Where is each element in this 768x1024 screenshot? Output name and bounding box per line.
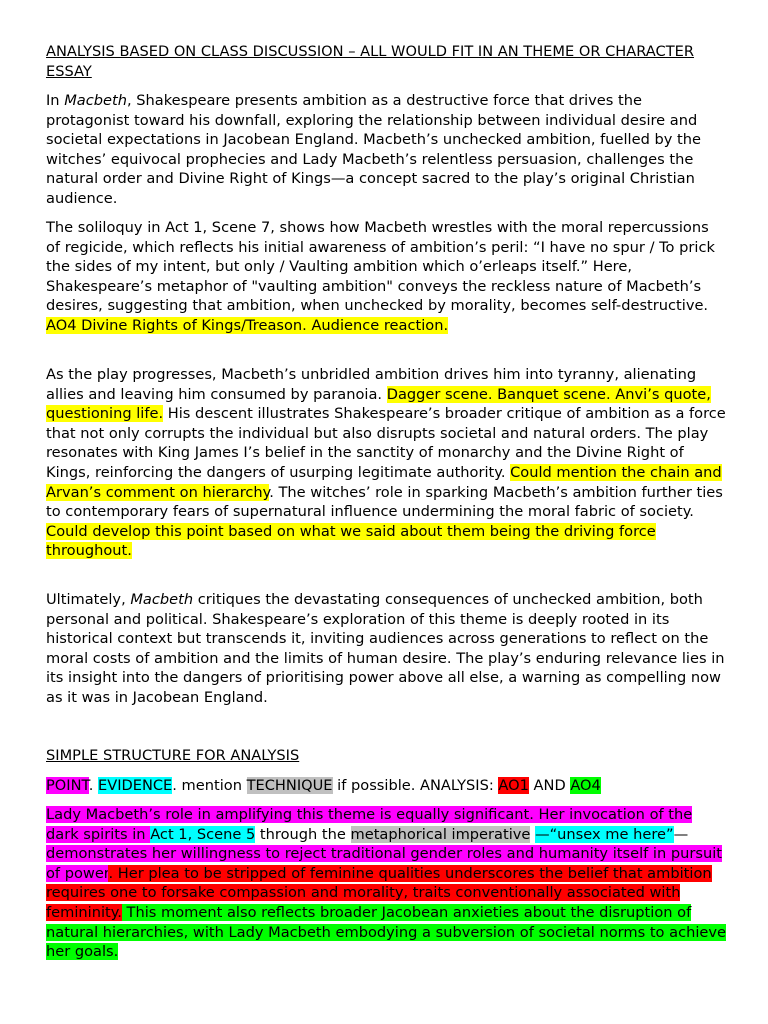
heading-analysis: ANALYSIS BASED ON CLASS DISCUSSION – ALL WOULD FIT IN AN THEME OR CHARACTER ESSAY xyxy=(46,43,695,80)
legend-ao1: AO1 xyxy=(498,777,529,794)
legend-evidence: EVIDENCE xyxy=(97,777,173,794)
example-technique: metaphorical imperative xyxy=(350,825,531,843)
highlight-note: AO4 Divine Rights of Kings/Treason. Audience reaction. xyxy=(46,316,449,334)
text-run: . xyxy=(88,777,98,794)
paragraph-intro xyxy=(46,91,726,209)
text-run: Ultimately, xyxy=(46,591,131,608)
example-point: Lady Macbeth’s role in amplifying this theme is equally significant. Her invocation of the dark spirits in xyxy=(46,806,693,843)
text-run: . The witches’ role in sparking Macbeth’s ambition further ties to contemporary fears of supernatural influence undermining the moral fabric of society. xyxy=(46,483,723,521)
legend-ao4: AO4 xyxy=(570,777,601,794)
example-evidence: Act 1, Scene 5 xyxy=(150,825,256,843)
text-run: AND xyxy=(528,777,571,794)
legend-technique: TECHNIQUE xyxy=(246,777,333,794)
paragraph-progression xyxy=(46,365,726,561)
text-run: In xyxy=(46,92,65,109)
text-run: . mention xyxy=(172,777,247,794)
paragraph-soliloquy xyxy=(46,218,726,336)
structure-legend xyxy=(46,776,726,796)
text-run: critiques the devastating consequences of unchecked ambition, both personal and political. Shakespeare’s exploration of this theme is deeply rooted in its historical context but transcends it, inviting audiences across generations to reflect on the moral costs of ambition and the limits of human desire. The play’s enduring relevance lies in its insight into the dangers of prioritising power above all else, a warning as compelling now as it was in Jacobean England. xyxy=(46,591,725,706)
paragraph-example xyxy=(46,805,726,962)
text-run: The soliloquy in Act 1, Scene 7, shows how Macbeth wrestles with the moral repercussions of regicide, which reflects his initial awareness of ambition’s peril: “I have no spur / To prick the sides of my intent, but only / Vaulting ambition which o’erleaps itself.” Here, Shakespeare’s metaphor of "vaulting ambition" conveys the reckless nature of Macbeth’s desires, suggesting that ambition, when unchecked by morality, becomes self-destructive. xyxy=(46,219,715,315)
example-ao1: . Her plea to be stripped of feminine qualities underscores the belief that ambition requires one to forsake compassion and morality, traits conventionally associated with femininity. xyxy=(46,864,712,921)
italic-title: Macbeth xyxy=(64,92,127,109)
text-run: As the play progresses, Macbeth’s unbridled ambition drives him into tyranny, alienating allies and leaving him consumed by paranoia. xyxy=(46,366,697,403)
highlight-note: Dagger scene. Banquet scene. Anvi’s quote, questioning life. xyxy=(46,385,711,423)
example-point: demonstrates her willingness to reject traditional gender roles and humanity itself in pursuit of power xyxy=(46,845,722,882)
legend-point: POINT xyxy=(46,777,89,794)
text-run: if possible. ANALYSIS: xyxy=(332,777,499,794)
text-run: through the xyxy=(255,825,351,843)
text-run: , Shakespeare presents ambition as a destructive force that drives the protagonist toward his downfall, exploring the relationship between individual desire and societal expectations in Jacobean England. Macbeth’s unchecked ambition, fuelled by the witches’ equivocal prophecies and Lady Macbeth’s relentless persuasion, challenges the natural order and Divine Right of Kings—a concept sacred to the play’s original Christian audience. xyxy=(46,92,701,207)
italic-title: Macbeth xyxy=(130,591,194,608)
text-run: — xyxy=(673,825,689,843)
highlight-note: Could develop this point based on what we said about them being the driving force throughout. xyxy=(46,522,656,560)
example-evidence: —“unsex me here” xyxy=(535,825,674,843)
highlight-note: Could mention the chain and Arvan’s comment on hierarchy xyxy=(46,463,722,501)
text-run: His descent illustrates Shakespeare’s broader critique of ambition as a force that not only corrupts the individual but also disrupts societal and natural orders. The play resonates with King James I’s belief in the sanctity of monarchy and the Divine Right of Kings, reinforcing the dangers of usurping legitimate authority. xyxy=(46,405,726,481)
paragraph-conclusion xyxy=(46,590,726,708)
example-ao4: This moment also reflects broader Jacobean anxieties about the disruption of natural hierarchies, with Lady Macbeth embodying a subversion of societal norms to achieve her goals. xyxy=(46,903,726,961)
heading-structure: SIMPLE STRUCTURE FOR ANALYSIS xyxy=(46,747,300,764)
